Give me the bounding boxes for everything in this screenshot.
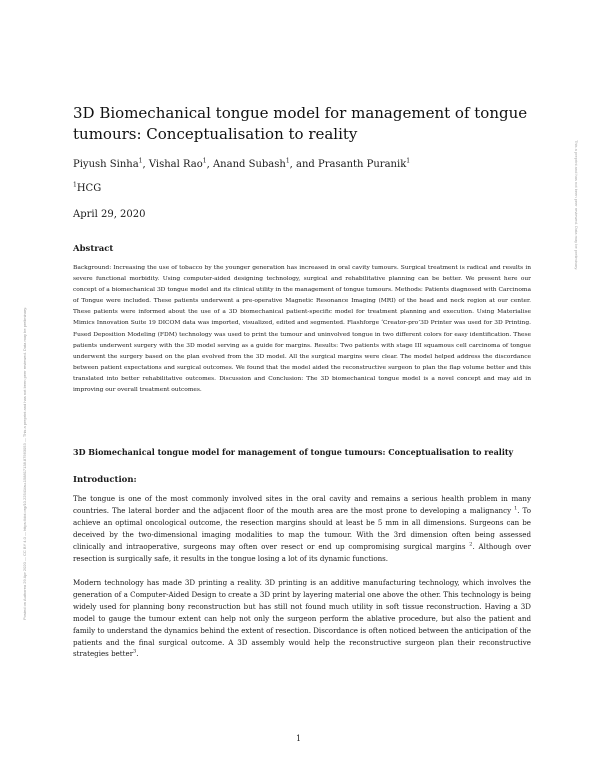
preprint-side-notice: Posted on Authorea 29 Apr 2020 — CC BY 4.0 — https://doi.org/10.22541/au.158817138.87563053 — This a preprint and has not been peer reviewed. Data may be preliminary. [22,306,27,620]
abstract-heading: Abstract [73,244,114,254]
author-list: Piyush Sinha$^1$, Vishal Rao$^1$, Anand Subash$^1$, and Prasanth Puranik$^1$ [73,157,411,170]
author-name: Anand Subash [212,159,286,170]
author-name: Prasanth Puranik [318,159,407,170]
citation-ref[interactable]: 3 [133,649,137,656]
author-name: Vishal Rao [148,159,203,170]
preprint-disclaimer: This a preprint and has not been peer reviewed. Data may be preliminary. [574,140,579,271]
citation-ref[interactable]: 1 [514,505,518,512]
affiliation-mark: 1 [202,157,207,165]
affiliation-mark: 1 [73,181,77,189]
page-number: 1 [296,734,302,743]
introduction-paragraph: Modern technology has made 3D printing a reality. 3D printing is an additive manufacturing technology, which involves the generation of a Computer-Aided Design to create a 3D print by layering material one above the other. This technology is being widely used for planning bony reconstruction but has still not found much utility in soft tissue reconstruction. Having a 3D model to gauge the tumour extent can help not only the surgeon perform the ablative procedure, but also the patient and family to understand the dynamics behind the extent of resection. Discordance is often noticed between the anticipation of the patients and the final surgical outcome. A 3D assembly would help the reconstructive surgeon plan their reconstructive strategies better$^3$. [73,578,531,659]
affiliation-name: HCG [76,183,102,194]
citation-ref[interactable]: 2 [469,541,473,548]
paper-title: 3D Biomechanical tongue model for management of tongue tumours: Conceptualisation to reality [73,104,528,143]
introduction-paragraph: The tongue is one of the most commonly involved sites in the oral cavity and remains a serious health problem in many countries. The lateral border and the adjacent floor of the mouth area are the most prone to developing a malignancy $^1$. To achieve an optimal oncological outcome, the resection margins should at least be 5 mm in all dimensions. Surgeons can be deceived by the two-dimensional imaging modalities to map the tumour. With the 3rd dimension often being assessed clinically and intraoperative, surgeons may often over resect or end up compromising surgical margins $^2$. Although over resection is surgically safe, it results in the tongue losing a lot of its dynamic functions. [73,494,531,563]
author-name: Piyush Sinha [73,159,139,170]
affiliation [73,182,101,196]
publication-date: April 29, 2020 [73,209,146,220]
section-title: 3D Biomechanical tongue model for management of tongue tumours: Conceptualisation to reality [73,447,514,457]
affiliation-mark: 1 [406,157,411,165]
introduction-heading: Introduction: [73,475,137,485]
abstract-body: Background: Increasing the use of tobacco by the younger generation has increased in oral cavity tumours. Surgical treatment is radical and results in severe functional morbidity. Using computer-aided designing technology, surgical and rehabilitative planning can be better. We present here our concept of a biomechanical 3D tongue model and its clinical utility in the management of tongue tumours. Methods: Patients diagnosed with Carcinoma of Tongue were included. These patients underwent a pre-operative Magnetic Resonance Imaging (MRI) of the head and neck region at our center. These patients were informed about the use of a 3D biomechanical patient-specific model for treatment planning and execution. Using Materialise Mimics Innovation Suite 19 DICOM data was imported, visualized, edited and segmented. Flashforge ‘Creator-pro’3D Printer was used for 3D Printing. Fused Deposition Modeling (FDM) technology was used to print the tumour and uninvolved tongue in two different colors for easy identification. These patients underwent surgery with the 3D model serving as a guide for margins. Results: Two patients with stage III squamous cell carcinoma of tongue underwent the surgery based on the plan evolved from the 3D model. All the surgical margins were clear. The model helped address the discordance between patient expectations and surgical outcomes. We found that the model aided the reconstructive surgeon to plan the flap volume better and this translated into better rehabilitative outcomes. Discussion and Conclusion: The 3D biomechanical tongue model is a novel concept and may aid in improving our overall treatment outcomes. [73,265,531,394]
affiliation-mark: 1 [138,157,143,165]
affiliation-mark: 1 [285,157,290,165]
